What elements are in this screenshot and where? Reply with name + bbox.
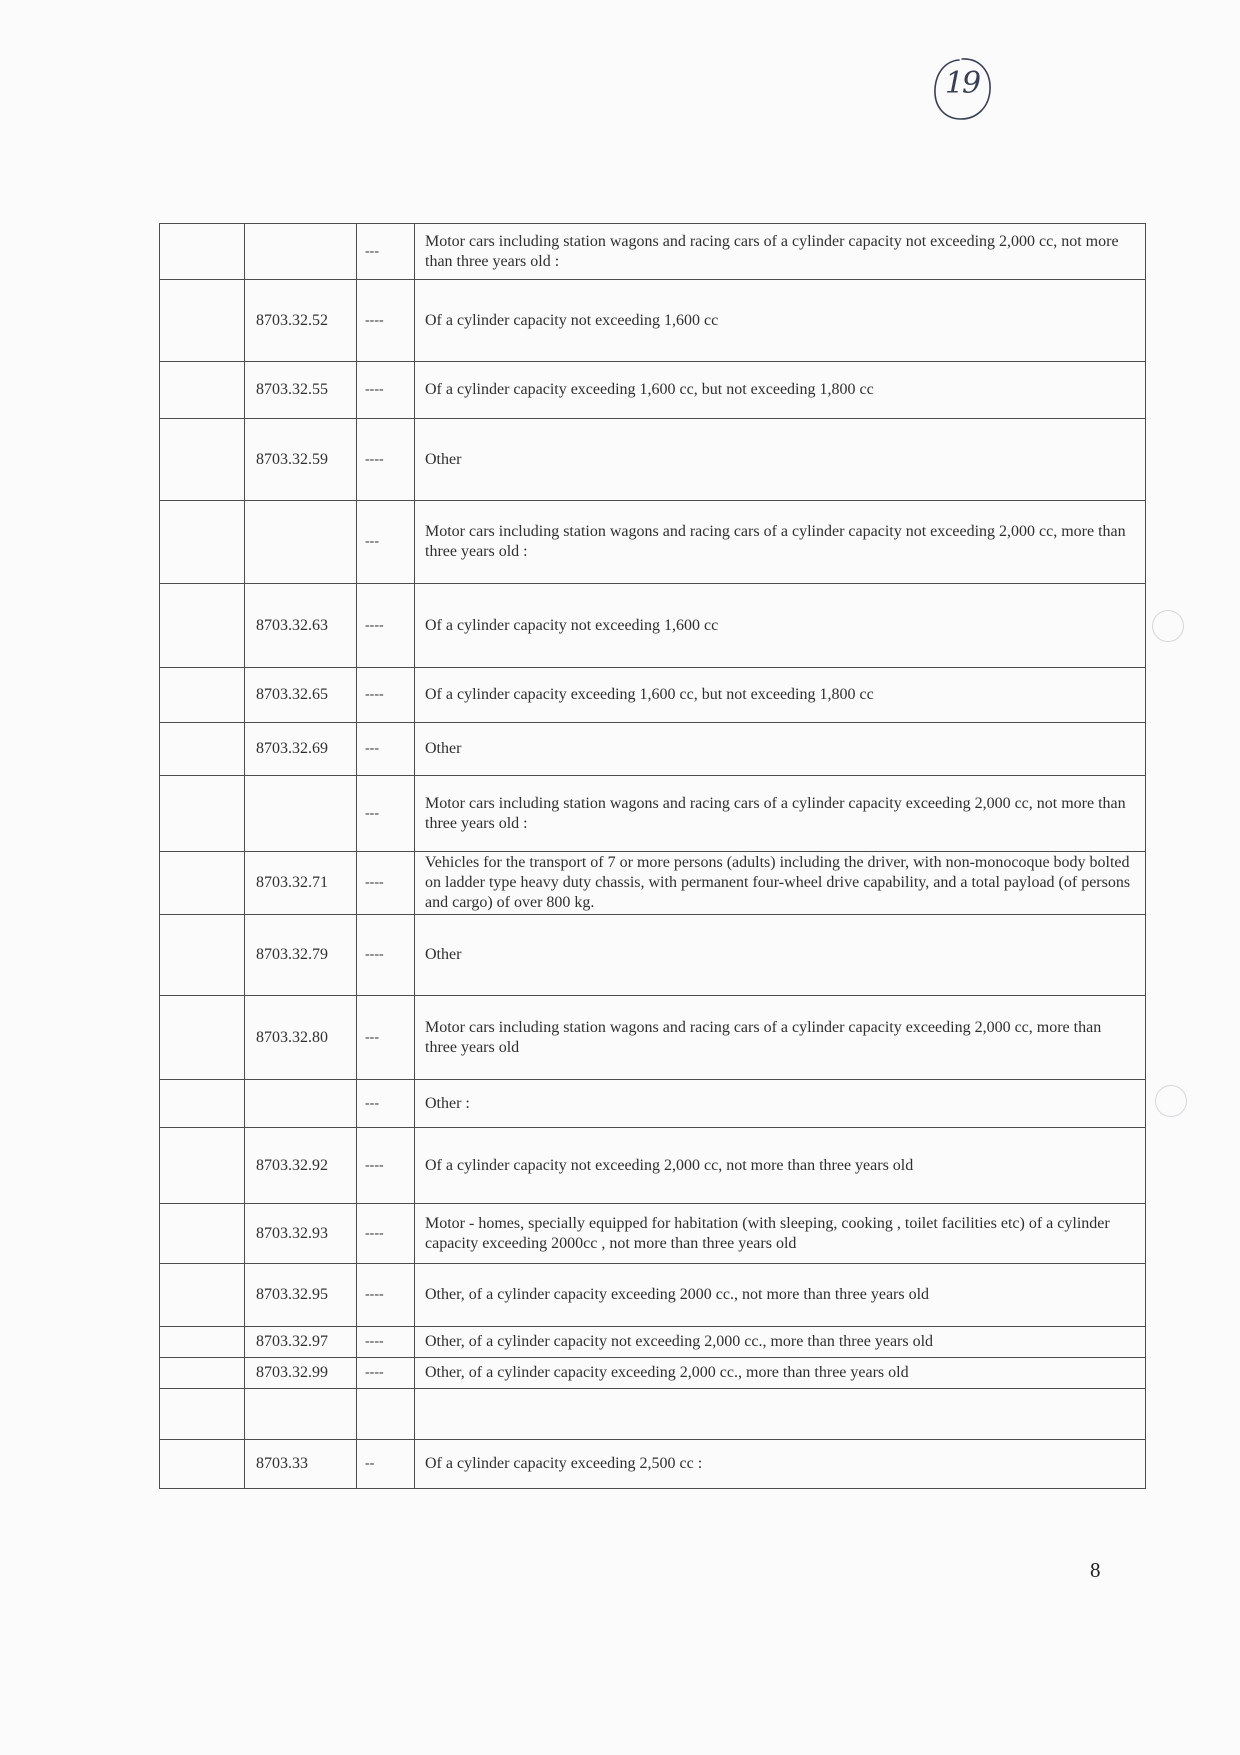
tariff-code-cell: 8703.32.93 [245, 1204, 357, 1264]
empty-cell [160, 280, 245, 362]
tariff-code-cell: 8703.32.80 [245, 996, 357, 1080]
dash-level-cell: -- [357, 1440, 415, 1489]
dash-level-cell: --- [357, 776, 415, 852]
empty-cell [160, 501, 245, 584]
table-row [160, 419, 1146, 501]
table-row [160, 1128, 1146, 1204]
empty-cell [160, 362, 245, 419]
tariff-code-cell [245, 1080, 357, 1128]
tariff-code-cell: 8703.32.65 [245, 668, 357, 723]
empty-cell [160, 1204, 245, 1264]
empty-cell [160, 996, 245, 1080]
table-row [160, 1204, 1146, 1264]
dash-level-cell: ---- [357, 419, 415, 501]
dash-level-cell: ---- [357, 1128, 415, 1204]
description-cell: Other, of a cylinder capacity not exceeding 2,000 cc., more than three years old [415, 1327, 1146, 1358]
dash-level-cell: ---- [357, 1264, 415, 1327]
empty-cell [160, 1080, 245, 1128]
dash-level-cell: --- [357, 996, 415, 1080]
dash-level-cell: --- [357, 1080, 415, 1128]
dash-level-cell: ---- [357, 915, 415, 996]
description-cell: Of a cylinder capacity not exceeding 1,600 cc [415, 584, 1146, 668]
table-row [160, 584, 1146, 668]
description-cell: Other [415, 419, 1146, 501]
tariff-code-cell: 8703.33 [245, 1440, 357, 1489]
tariff-code-cell: 8703.32.99 [245, 1358, 357, 1389]
dash-level-cell: ---- [357, 852, 415, 915]
dash-level-cell: --- [357, 723, 415, 776]
table-row [160, 1080, 1146, 1128]
empty-cell [160, 584, 245, 668]
dash-level-cell: ---- [357, 584, 415, 668]
tariff-code-cell [245, 501, 357, 584]
description-cell: Other : [415, 1080, 1146, 1128]
description-cell: Vehicles for the transport of 7 or more persons (adults) including the driver, with non-monocoque body bolted on ladder type heavy duty chassis, with permanent four-wheel drive capability, and a total payload (of persons and cargo) of over 800 kg. [415, 852, 1146, 915]
dash-level-cell: ---- [357, 1327, 415, 1358]
handwritten-page-annotation [929, 55, 995, 123]
description-cell: Of a cylinder capacity not exceeding 1,600 cc [415, 280, 1146, 362]
dash-level-cell: --- [357, 501, 415, 584]
annotation-number: 19 [944, 66, 980, 101]
dash-level-cell [357, 1389, 415, 1440]
dash-level-cell: ---- [357, 668, 415, 723]
table-row [160, 280, 1146, 362]
description-cell: Motor cars including station wagons and racing cars of a cylinder capacity exceeding 2,000 cc, not more than three years old : [415, 776, 1146, 852]
description-cell: Of a cylinder capacity exceeding 1,600 cc, but not exceeding 1,800 cc [415, 668, 1146, 723]
description-cell: Motor - homes, specially equipped for habitation (with sleeping, cooking , toilet facilities etc) of a cylinder capacity exceeding 2000cc , not more than three years old [415, 1204, 1146, 1264]
dash-level-cell: ---- [357, 362, 415, 419]
tariff-code-cell: 8703.32.69 [245, 723, 357, 776]
empty-cell [160, 224, 245, 280]
tariff-code-cell [245, 776, 357, 852]
dash-level-cell: ---- [357, 280, 415, 362]
empty-cell [160, 915, 245, 996]
table-row [160, 1389, 1146, 1440]
table-row [160, 668, 1146, 723]
tariff-table-body [160, 224, 1146, 1489]
description-cell: Of a cylinder capacity exceeding 1,600 cc, but not exceeding 1,800 cc [415, 362, 1146, 419]
empty-cell [160, 723, 245, 776]
tariff-code-cell [245, 224, 357, 280]
tariff-code-cell [245, 1389, 357, 1440]
tariff-table [159, 223, 1146, 1489]
empty-cell [160, 852, 245, 915]
empty-cell [160, 776, 245, 852]
empty-cell [160, 1358, 245, 1389]
description-cell: Other [415, 915, 1146, 996]
tariff-code-cell: 8703.32.95 [245, 1264, 357, 1327]
empty-cell [160, 1128, 245, 1204]
description-cell: Motor cars including station wagons and racing cars of a cylinder capacity not exceeding 2,000 cc, more than three years old : [415, 501, 1146, 584]
empty-cell [160, 1389, 245, 1440]
description-cell: Other, of a cylinder capacity exceeding 2,000 cc., more than three years old [415, 1358, 1146, 1389]
tariff-code-cell: 8703.32.97 [245, 1327, 357, 1358]
tariff-code-cell: 8703.32.71 [245, 852, 357, 915]
table-row [160, 501, 1146, 584]
table-row [160, 1358, 1146, 1389]
tariff-code-cell: 8703.32.59 [245, 419, 357, 501]
page-number: 8 [1090, 1558, 1101, 1582]
table-row [160, 723, 1146, 776]
empty-cell [160, 1327, 245, 1358]
table-row [160, 776, 1146, 852]
table-row [160, 1264, 1146, 1327]
tariff-code-cell: 8703.32.92 [245, 1128, 357, 1204]
tariff-code-cell: 8703.32.63 [245, 584, 357, 668]
description-cell: Of a cylinder capacity not exceeding 2,000 cc, not more than three years old [415, 1128, 1146, 1204]
description-cell: Motor cars including station wagons and racing cars of a cylinder capacity not exceeding 2,000 cc, not more than three years old : [415, 224, 1146, 280]
empty-cell [160, 1440, 245, 1489]
table-row [160, 1327, 1146, 1358]
description-cell: Other, of a cylinder capacity exceeding 2000 cc., not more than three years old [415, 1264, 1146, 1327]
description-cell: Other [415, 723, 1146, 776]
description-cell: Motor cars including station wagons and racing cars of a cylinder capacity exceeding 2,000 cc, more than three years old [415, 996, 1146, 1080]
dash-level-cell: --- [357, 224, 415, 280]
table-row [160, 915, 1146, 996]
punch-hole-mark [1155, 1085, 1187, 1117]
empty-cell [160, 419, 245, 501]
empty-cell [160, 668, 245, 723]
tariff-code-cell: 8703.32.55 [245, 362, 357, 419]
dash-level-cell: ---- [357, 1204, 415, 1264]
tariff-code-cell: 8703.32.79 [245, 915, 357, 996]
dash-level-cell: ---- [357, 1358, 415, 1389]
table-row [160, 362, 1146, 419]
punch-hole-mark [1152, 610, 1184, 642]
tariff-code-cell: 8703.32.52 [245, 280, 357, 362]
table-row [160, 996, 1146, 1080]
empty-cell [160, 1264, 245, 1327]
table-row [160, 224, 1146, 280]
table-row [160, 1440, 1146, 1489]
table-row [160, 852, 1146, 915]
description-cell [415, 1389, 1146, 1440]
description-cell: Of a cylinder capacity exceeding 2,500 cc : [415, 1440, 1146, 1489]
